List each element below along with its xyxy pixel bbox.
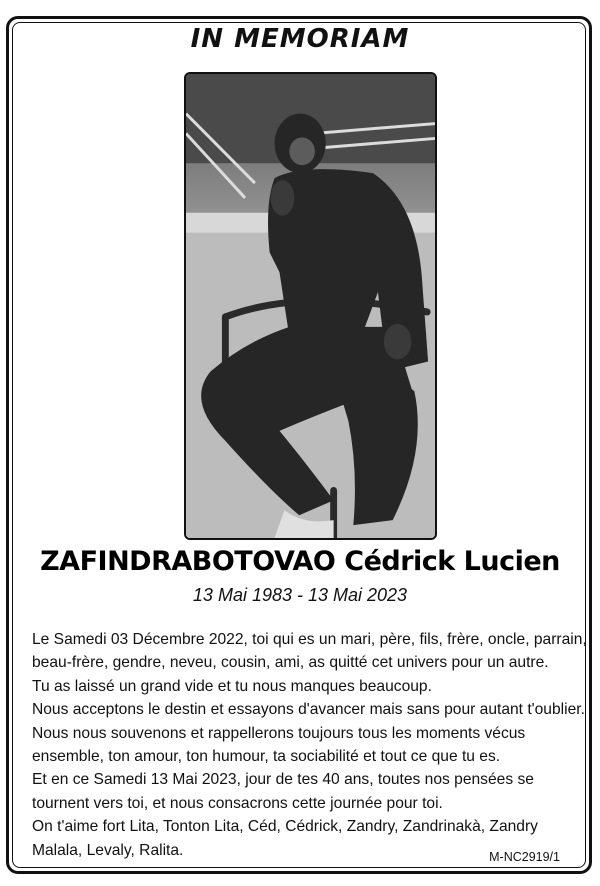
portrait-photo bbox=[184, 72, 437, 540]
reference-code: M-NC2919/1 bbox=[489, 850, 560, 864]
memorial-message bbox=[32, 628, 588, 862]
message-paragraph: Le Samedi 03 Décembre 2022, toi qui es un mari, père, fils, frère, oncle, parrain, beau-frère, gendre, neveu, cousin, ami, as quitté cet univers pour un autre. bbox=[32, 631, 587, 672]
message-paragraph: Tu as laissé un grand vide et tu nous manques beaucoup. bbox=[32, 677, 432, 695]
message-paragraph: Et en ce Samedi 13 Mai 2023, jour de tes 40 ans, toutes nos pensées se tournent vers toi, et nous consacrons cette journée pour toi. bbox=[32, 771, 534, 812]
message-paragraph: Nous nous souvenons et rappellerons toujours tous les moments vécus ensemble, ton amour, ton humour, ta sociabilité et tout ce que tu es. bbox=[32, 724, 526, 766]
life-dates: 13 Mai 1983 - 13 Mai 2023 bbox=[192, 585, 408, 605]
memorial-heading: IN MEMORIAM bbox=[190, 24, 410, 54]
message-paragraph: On t'aime fort Lita, Tonton Lita, Céd, Cédrick, Zandry, Zandrinakà, Zandry Malala, Levaly, Ralita. bbox=[32, 818, 538, 859]
deceased-name: ZAFINDRABOTOVAO Cédrick Lucien bbox=[40, 546, 560, 577]
message-paragraph: Nous acceptons le destin et essayons d'avancer mais sans pour autant t'oublier. bbox=[32, 701, 585, 719]
